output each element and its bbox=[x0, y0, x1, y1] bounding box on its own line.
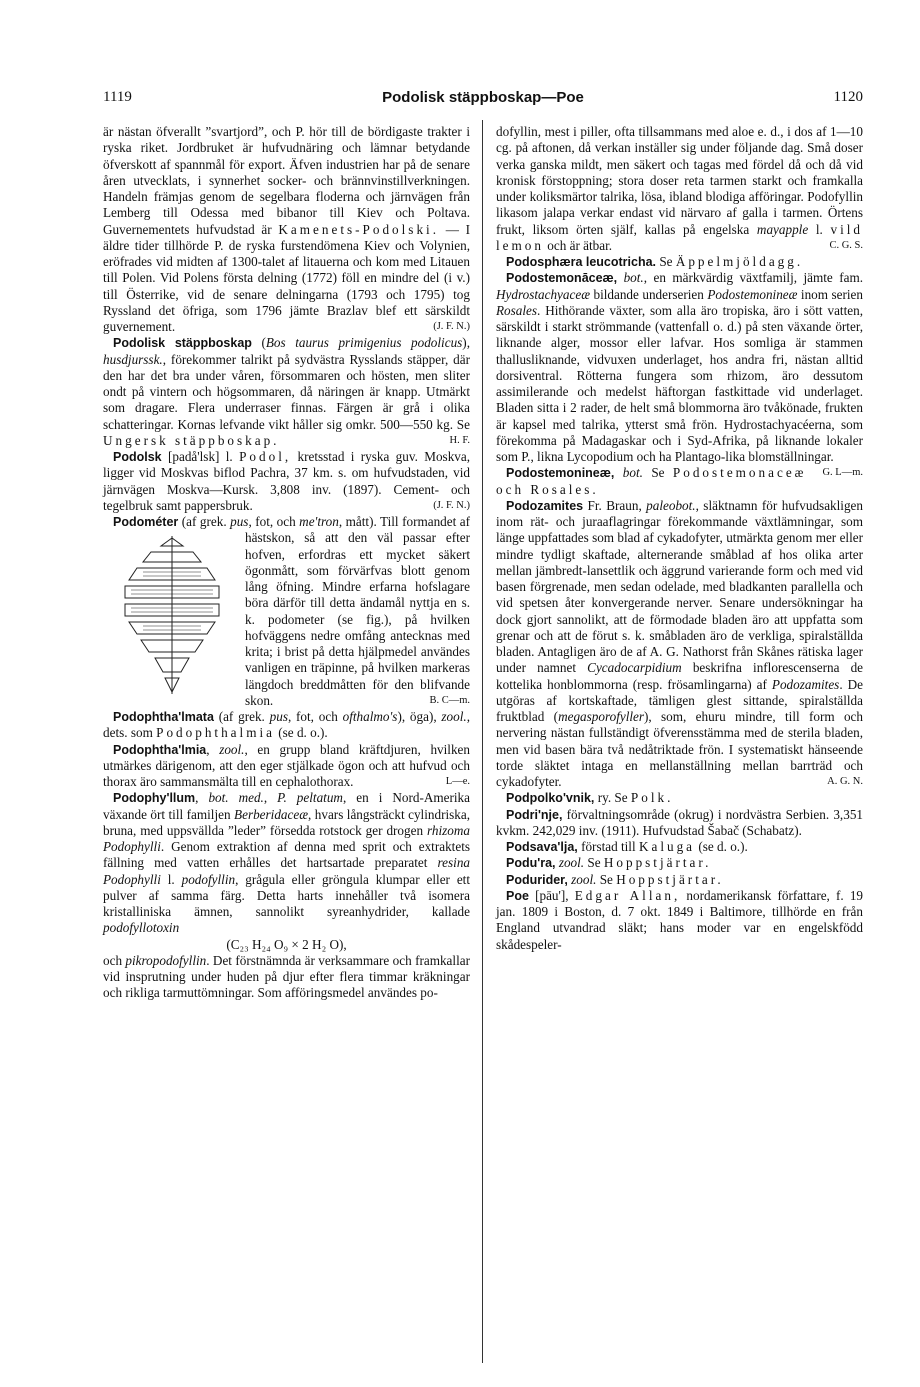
text-span: nordamerikansk författare, f. 19 jan. 1809 i Boston, d. 7 okt. 1849 i Baltimore, tillhörde en från England utvandrad släkt; hans moder var en engelskfödd skådespeler- bbox=[496, 887, 864, 952]
italic-text: pus bbox=[230, 514, 249, 529]
text-span: [pāu'], bbox=[535, 887, 569, 903]
entry-podosphaera bbox=[496, 254, 863, 270]
column-divider bbox=[482, 120, 483, 1363]
text-span: , grågula eller gröngula klumpar eller ett pulver af samma färg. Detta harts innehåller två isomera kristalliniska ämnen, sannolikt syreanhydrider, kallade bbox=[103, 871, 471, 919]
headword: Podophtha'lmia bbox=[113, 742, 207, 757]
entry-poe bbox=[496, 888, 863, 953]
text-span: Ungersk stäppboskap. bbox=[103, 432, 280, 448]
text-span: , en grupp bland kräftdjuren, hvilken utmärkes därigenom, att den eger stjälkade ögon och att hufvud och thorax äro sammansmälta till en cephalothorax. bbox=[103, 741, 470, 789]
headword: Podurider, bbox=[506, 872, 568, 887]
italic-text: P. peltatum bbox=[277, 790, 343, 806]
text-span: beskrifna inflorescenserna de kottelika honblommorna (resp. frösamlingarna) af bbox=[496, 660, 864, 692]
text-span: (se d. o.). bbox=[278, 725, 328, 741]
text-span: , förekommer talrikt på sydvästra Rysslands stäpper, där den har det bra under våren, försommaren och hösten, men sliter ondt på vintern och högsommaren, då näringen är knapp. Utmärkt som dragare. Flera underraser finnas. Färgen är grå i olika schatteringar. Kornas lefvande vikt håller sig omkr. 500—550 kg. Se bbox=[103, 351, 470, 432]
headword: Podophtha'lmata bbox=[113, 710, 214, 724]
author-signature: A. G. N. bbox=[827, 776, 863, 787]
text-span: ), bbox=[462, 335, 470, 351]
text-span: , dets. som bbox=[103, 709, 470, 741]
headword: Podpolko'vnik, bbox=[506, 791, 595, 806]
text-span: . Genom extraktion af denna med sprit och extraktets fällning med vatten erhålles det hartsartade preparatet bbox=[103, 839, 470, 871]
left-column bbox=[103, 124, 470, 1002]
headword: Podu'ra, bbox=[506, 856, 556, 871]
italic-text: bot. bbox=[622, 465, 643, 481]
entry-podolisk-stappboskap bbox=[103, 335, 470, 449]
text-span: , bbox=[263, 790, 268, 806]
headword: Podozamites bbox=[506, 498, 584, 513]
text-span: [padå'lsk] l. bbox=[167, 449, 233, 464]
italic-text: husdjurssk. bbox=[103, 351, 163, 367]
text-span: inom serien bbox=[800, 286, 863, 302]
text-span: Hoppstjärtar. bbox=[603, 855, 712, 871]
italic-text: podofyllotoxin bbox=[103, 920, 180, 936]
text-span: är nästan öfverallt ”svartjord”, och P. hör till de bördigaste trakter i ryska riket. Jordbruket är hufvudnäring och lämnar betydande öfverskott af spannmål för export. Äfven industrien har på de senare åren utvecklats, i synnerhet socker- och brännvinstillverkningen. Handeln främjas genom de segelbara floderna och järnvägen från Lemberg till Odessa med bibanor till Kiev och Poltava. Guvernementets hufvudstad är bbox=[103, 124, 470, 237]
text-span: ( bbox=[261, 335, 266, 351]
text-span: , en märkvärdig växtfamilj, jämte fam. bbox=[643, 270, 863, 286]
text-span: Polk. bbox=[630, 790, 674, 806]
text-span: Äppelmjöldagg. bbox=[675, 254, 804, 269]
text-span: Kaluga bbox=[638, 839, 696, 854]
author-signature: (J. F. N.) bbox=[433, 321, 470, 332]
text-span: l. bbox=[167, 871, 175, 887]
text-span: Podostemonaceæ och Rosales. bbox=[496, 465, 807, 497]
right-column bbox=[496, 124, 863, 953]
italic-text: bot. bbox=[623, 270, 644, 286]
author-signature: L—e. bbox=[445, 776, 470, 787]
entry-podura bbox=[496, 855, 863, 871]
italic-text: mayapple bbox=[756, 221, 809, 237]
text-span: . Det förstnämnda är verksammare och framkallar vid insprutning under huden på djur efter flera timmar kräkningar och rikliga tarmuttömningar. Som afföringsmedel användes po- bbox=[103, 952, 470, 1001]
entry-podometer bbox=[103, 514, 470, 709]
text-span: och bbox=[103, 952, 123, 968]
headword: Podsava'lja, bbox=[506, 840, 578, 854]
headword: Podosphæra leucotricha. bbox=[506, 255, 657, 269]
text-span: kretsstad i ryska guv. Moskva, ligger vid Moskvas biflod Pachra, 37 km. s. om hufvudstaden, vid järnvägen Moskva—Kursk. 3,808 inv. (1897). Cement- och tegelbruk samt pappersbruk. bbox=[103, 449, 471, 513]
text-span: förstad till bbox=[581, 839, 636, 854]
entry-podophthalmata bbox=[103, 709, 470, 742]
text-span: Se bbox=[659, 254, 673, 269]
entry-podozamites bbox=[496, 498, 863, 791]
entry-podurider bbox=[496, 872, 863, 888]
page-number-right: 1120 bbox=[833, 89, 863, 105]
italic-text: pikropodofyllin bbox=[125, 952, 207, 968]
italic-text: podofyllin bbox=[181, 871, 236, 887]
entry-podpolkovnik bbox=[496, 790, 863, 806]
author-signature: C. G. S. bbox=[829, 239, 863, 251]
text-span: Se bbox=[651, 465, 665, 481]
running-title: Podolisk stäppboskap—Poe bbox=[382, 89, 584, 106]
italic-text: Podozamites bbox=[771, 676, 840, 692]
text-span: Se bbox=[599, 871, 613, 887]
italic-text: me'tron bbox=[299, 514, 339, 529]
italic-text: zool. bbox=[571, 871, 597, 887]
text-span: och är ätbar. bbox=[547, 237, 613, 253]
headword: Podri'nje, bbox=[506, 807, 563, 822]
text-span: , mått). Till formandet af hästskon, så att den väl passar efter hofven, erfordras ett mycket säkert ögonmått, som förvärfvas blott genom lång öfning. Mindre erfarna hofslagare böra därför till detta ändamål nyttja en s. k. podometer (se fig.), på hvilken hofväggens nedre omfång antecknas med krita; i brist på detta hjälpmedel användes vanligen en träpinne, på hvilken markeras längdoch breddmåtten för den blifvande skon. bbox=[245, 514, 470, 708]
entry-podophyllum: Podophy'llum, bot. med., P. peltatum, en i Nord-Amerika växande ört till familjen Berberidaceæ, hvars långsträckt cylindriska, bruna, med uppsvällda ”leder” försedda rotstock ger drogen rhizoma Podophylli. Genom extraktion af denna med sprit och extraktets fällning med vatten erhålles det hartsartade preparatet resina Podophylli l. podofyllin, grågula eller gröngula klumpar eller ett pulver af samma färg. Detta harts innehåller två isomera kristalliniska ämnen, sannolikt syreanhydrider, kallade podofyllotoxin bbox=[103, 790, 471, 936]
entry-podophyllum-continued bbox=[496, 124, 863, 254]
text-span: ), som, ehuru mindre, till form och nervering nästan fullständigt öfverensstämma med de sterila bladen, men vid basen bära två nedåtriktade frön. I systematiskt hänseende torde släktet intaga en mellanställning mellan barrträd och cykadofyter. bbox=[496, 709, 864, 789]
headword: Poe bbox=[506, 888, 529, 903]
author-signature: B. C—m. bbox=[429, 694, 470, 706]
text-span: Se bbox=[587, 855, 601, 871]
text-span: l. bbox=[815, 221, 823, 237]
text-span: Podol, bbox=[239, 449, 292, 464]
text-span: , en i Nord-Amerika växande ört till familjen bbox=[103, 790, 471, 822]
page-number-left: 1119 bbox=[103, 89, 132, 105]
text-span: , fot, och bbox=[287, 709, 338, 724]
italic-text: Cycadocarpidium bbox=[587, 660, 682, 676]
headword: Podolisk stäppboskap bbox=[113, 336, 252, 351]
author-signature: H. F. bbox=[449, 434, 470, 446]
text-span: Podophthalmia bbox=[156, 725, 275, 741]
entry-podolsk bbox=[103, 449, 470, 514]
italic-text: zool. bbox=[441, 709, 467, 724]
text-span: (af grek. bbox=[218, 709, 265, 724]
italic-text: pus bbox=[269, 709, 288, 724]
text-span: (af grek. bbox=[181, 514, 227, 529]
text-span: ), öga), bbox=[397, 709, 437, 724]
headword: Podostemonāceæ, bbox=[506, 271, 618, 286]
italic-text: megasporofyller bbox=[558, 709, 645, 724]
entry-podrinje bbox=[496, 807, 863, 840]
headword: Podostemonineæ, bbox=[506, 466, 615, 481]
italic-text: Bos taurus primigenius podolicus bbox=[265, 335, 463, 351]
italic-text: resina Podophylli bbox=[103, 855, 471, 887]
text-span: Hoppstjärtar. bbox=[616, 871, 724, 887]
italic-text: Berberidaceæ bbox=[234, 806, 309, 822]
italic-text: zool. bbox=[558, 855, 585, 871]
entry-podostemonaceae bbox=[496, 270, 863, 479]
italic-text: zool. bbox=[219, 741, 245, 757]
text-span: . Hithörande växter, som alla äro tropiska, äro i sött vatten, särskildt i starkt strömmande (vattenfall o. d.) på sten växande örter, liknande alger, mossor eller lafvar. Hos somliga är stammen thallusliknande, vidvuxen underlaget, hos andra fri, nästan alltid dorsiventral. Rötterna fungera som rhizom, äro dessutom assimilerande och medelst häftorgan fastkittade vid underlaget. Bladen sitta i 2 rader, de helt små blommorna äro tvåkönade, frukten är kapsel med talrika, ytterst små frön. Hydrostachyacéerna, som förekomma på Madagaskar och i Syd-Afrika, på liknande lokaler som P., likna Lycopodium och ha Plantago-lika blomställningar. bbox=[496, 302, 863, 464]
italic-text: Podostemonineæ bbox=[707, 286, 798, 302]
text-span: (se d. o.). bbox=[698, 839, 748, 854]
text-span: vild lemon bbox=[496, 221, 864, 253]
italic-text: rhizoma Podophylli bbox=[103, 822, 471, 854]
italic-text: paleobot. bbox=[646, 497, 696, 513]
chemical-formula: (C₂₃ H₂₄ O₉ × 2 H₂ O), bbox=[226, 936, 347, 952]
italic-text: Rosales bbox=[496, 302, 538, 318]
italic-text: bot. med. bbox=[208, 790, 264, 806]
headword: Podophy'llum bbox=[113, 791, 196, 806]
entry-podophyllum-end bbox=[103, 953, 470, 1002]
italic-text: ofthalmo's bbox=[342, 709, 398, 724]
page-header bbox=[103, 89, 863, 111]
text-span: — I äldre tider tillhörde P. de ryska furstendömena Kiev och Volynien, eröfrades vid midten af 1300-talet af litauerna och kom med Litauen till Polen. Vid Polens första delning (1772) föll en mindre del (i v.) till Österrike, vid de senare delningarna (1793 och 1795) tog Ryssland det öfriga, som 1796 jämte Brazlav blef ett särskildt guvernement. bbox=[103, 221, 471, 334]
podometer-figure bbox=[103, 532, 241, 708]
text-span: dofyllin, mest i piller, ofta tillsammans med aloe e. d., i dos af 1—10 cg. på aftonen, då verkan inställer sig under följande dag. Små doser verka ganska mildt, men säkert och tagas med fördel då och då vid kronisk förstoppning; stora doser reta tarmen starkt och framkalla under koliksmärtor talrika, lösa, ibland blodiga afföringar. Podofyllin likasom jalapa verkar endast vid närvaro af galla i tarmen. Örtens frukt, liksom örten själf, kallas på engelska bbox=[496, 124, 863, 237]
author-signature: (J. F. N.) bbox=[433, 499, 470, 511]
entry-podophthalmia: Podophtha'lmia, zool., en grupp bland kräftdjuren, hvilken utmärkes därigenom, att den eger stjälkade ögon och att hufvud och thorax äro sammansmälta till en cephalothorax. L—e. bbox=[103, 741, 470, 789]
entry-podsavalja bbox=[496, 839, 863, 855]
text-span: , hvars långsträckt cylindriska, bruna, med uppsvällda ”leder” försedda rotstock ger drogen bbox=[103, 806, 470, 838]
text-span: , fot, och bbox=[248, 514, 296, 529]
text-span: . De utgöras af kortskaftade, tämligen glest sittande, spiralställda fruktblad ( bbox=[496, 676, 863, 724]
text-span: Kamenets-Podolski. bbox=[278, 221, 439, 237]
text-span: bildande underserien bbox=[593, 286, 704, 302]
headword: Podométer bbox=[113, 515, 179, 529]
text-span: Edgar Allan, bbox=[574, 887, 681, 903]
author-signature: G. L—m. bbox=[822, 467, 863, 479]
text-span: , släktnamn för hufvudsakligen inom rät- och juraaflagringar förekommande växtlämningar, som länge uppfattades som blad af cykadofyter, utmärkta genom mer eller mindre tydligt skaftade, alternerande småblad af hos olika arter mellan jämbredt-lansettlik och äggrund varierande form och med vid basen förgrenade, men sedan odelade, med bladkanten parallella och vid spetsen åter konvergerande nerver. Senare undersökningar ha dock gjort sannolikt, att de förmodade bladen äro att uppfatta som grenar och att de förut s. k. småbladen äro de verkliga, spiralställda bladen. Antagligen äro de af A. G. Nathorst från Skånes rätiska lager under namnet bbox=[496, 497, 864, 676]
headword: Podolsk bbox=[113, 450, 162, 464]
italic-text: Hydrostachyaceæ bbox=[496, 286, 590, 302]
text-span: ry. Se bbox=[597, 790, 628, 806]
text-span: förvaltningsområde (okrug) i nordvästra Serbien. 3,351 kvkm. 242,029 inv. (1911). Hufvudstad Šabač (Schabatz). bbox=[496, 806, 864, 838]
text-span: Fr. Braun, bbox=[587, 497, 642, 513]
entry-podolia-continued bbox=[103, 124, 470, 335]
entry-podostemonineae bbox=[496, 465, 863, 498]
